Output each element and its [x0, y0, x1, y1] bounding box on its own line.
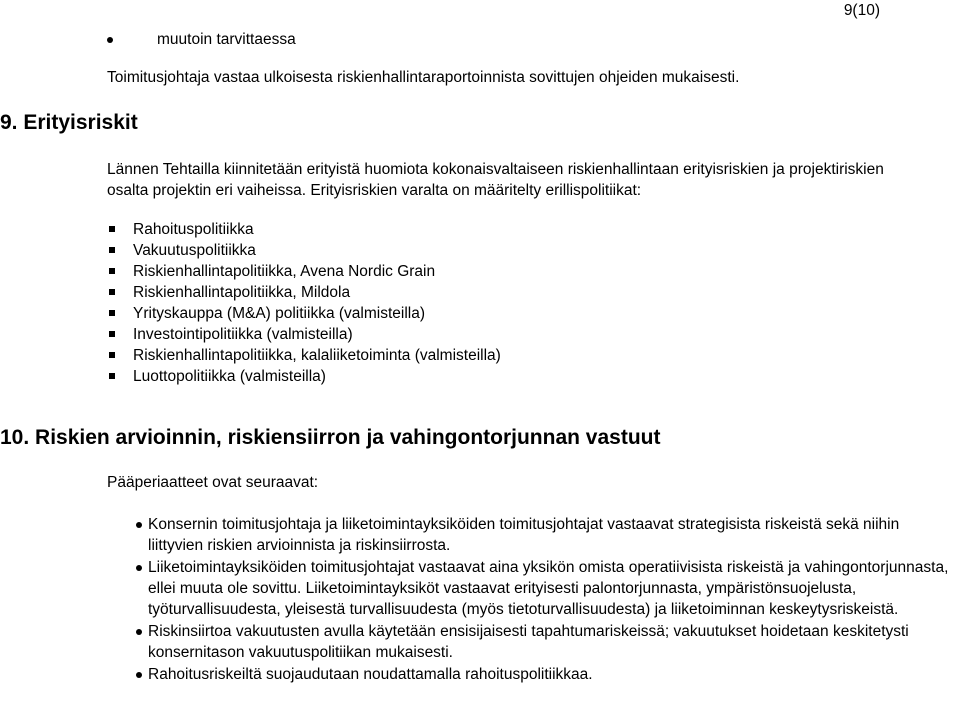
list-item: Konsernin toimitusjohtaja ja liiketoimintayksiköiden toimitusjohtajat vastaavat strategisista riskeistä sekä niihin liittyvien riskien arvioinnista ja riskinsiirrosta. — [107, 514, 957, 556]
list-item: Luottopolitiikka (valmisteilla) — [107, 366, 807, 387]
square-bullet-icon — [109, 289, 115, 295]
list-item: Liiketoimintayksiköiden toimitusjohtajat vastaavat aina yksikön omista operatiivisista riskeistä ja vahingontorjunnasta, ellei muuta ole sovittu. Liiketoimintayksiköt vastaavat erityisesti palontorjunnasta, ympäristönsuojelusta, työturvallisuudesta, yleisestä turvallisuudesta (myös tietoturvallisuudesta) ja liiketoiminnan keskeytysriskeistä. — [107, 557, 957, 620]
principles-list — [107, 514, 957, 686]
bullet-disc-icon — [136, 565, 142, 571]
square-bullet-icon — [109, 310, 115, 316]
list-item: Rahoitusriskeiltä suojaudutaan noudattamalla rahoituspolitiikkaa. — [107, 664, 957, 685]
square-bullet-icon — [109, 352, 115, 358]
list-item: Riskienhallintapolitiikka, kalaliiketoiminta (valmisteilla) — [107, 345, 807, 366]
bullet-disc-icon — [136, 522, 142, 528]
square-bullet-icon — [109, 331, 115, 337]
list-item: Riskinsiirtoa vakuutusten avulla käytetään ensisijaisesti tapahtumariskeissä; vakuutukset hoidetaan keskitetysti konsernitason vakuutuspolitiikan mukaisesti. — [107, 621, 957, 663]
top-bullet-text: muutoin tarvittaessa — [157, 31, 296, 48]
square-bullet-icon — [109, 268, 115, 274]
list-item: Vakuutuspolitiikka — [107, 240, 807, 261]
bullet-disc-icon — [136, 629, 142, 635]
section-10-heading: 10. Riskien arvioinnin, riskiensiirron ja vahingontorjunnan vastuut — [0, 426, 661, 449]
page-number: 9(10) — [843, 2, 880, 19]
square-bullet-icon — [109, 226, 115, 232]
list-item: Riskienhallintapolitiikka, Mildola — [107, 282, 807, 303]
policy-list — [107, 219, 807, 387]
bullet-disc-icon — [136, 672, 142, 678]
section-9-heading: 9. Erityisriskit — [0, 111, 138, 134]
section-10-intro: Pääperiaatteet ovat seuraavat: — [107, 474, 319, 491]
section-9-paragraph: Lännen Tehtailla kiinnitetään erityistä huomiota kokonaisvaltaiseen riskienhallintaan erityisriskien ja projektiriskien osalta projektin eri vaiheissa. Erityisriskien varalta on määritelty erillispolitiikat: — [107, 161, 884, 199]
list-item: Rahoituspolitiikka — [107, 219, 807, 240]
bullet-disc-icon — [107, 37, 113, 43]
list-item: Riskienhallintapolitiikka, Avena Nordic Grain — [107, 261, 807, 282]
list-item: Investointipolitiikka (valmisteilla) — [107, 324, 807, 345]
square-bullet-icon — [109, 247, 115, 253]
square-bullet-icon — [109, 373, 115, 379]
list-item: Yrityskauppa (M&A) politiikka (valmisteilla) — [107, 303, 807, 324]
top-paragraph: Toimitusjohtaja vastaa ulkoisesta riskienhallintaraportoinnista sovittujen ohjeiden mukaisesti. — [107, 69, 740, 86]
